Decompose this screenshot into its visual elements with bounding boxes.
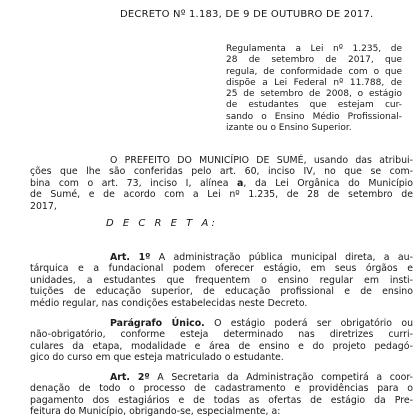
sole-paragraph xyxy=(30,318,413,364)
article-first-line xyxy=(30,372,413,383)
summary-line: sando o Ensino Médio Profissional- xyxy=(226,111,402,122)
article-2 xyxy=(30,372,413,418)
summary-line: de estudantes que estejam cur- xyxy=(226,100,402,111)
paragraph-line: O estágio poderá ser obrigatório ou xyxy=(214,318,414,329)
article-line: unidades, a estudantes que frequentem o ensino regular em insti- xyxy=(30,274,413,286)
paragraph-line: não-obrigatório, conforme esteja determinado nas diretrizes curri- xyxy=(30,329,413,341)
article-label: Art. 2º xyxy=(110,372,150,383)
preamble-line: 2017, xyxy=(30,200,57,212)
summary-line: regula, de conformidade com o que xyxy=(226,66,402,77)
preamble-line: O PREFEITO DO MUNICÍPIO DE SUMÉ, usando das atribui- xyxy=(110,155,413,166)
article-line: médio regular, nas condições estabelecidas neste Decreto. xyxy=(30,297,308,309)
decree-summary xyxy=(226,44,402,134)
article-line: pagamento dos estagiários e de todas as ofertas de estágio da Pre- xyxy=(30,394,413,406)
article-line: A administração pública municipal direta, a au- xyxy=(158,252,413,263)
preamble xyxy=(30,155,413,212)
paragraph-line: gico do curso em que esteja matriculado o estudante. xyxy=(30,352,284,364)
article-line: denação de todo o processo de cadastramento e providências para o xyxy=(30,383,413,395)
article-line: feitura do Município, obrigando-se, especialmente, a: xyxy=(30,406,281,418)
article-line: A Secretaria da Administração competirá a coor- xyxy=(157,372,414,383)
summary-line: dispõe a Lei Federal nº 11.788, de xyxy=(226,77,402,88)
decree-title: DECRETO Nº 1.183, DE 9 DE OUTUBRO DE 2017. xyxy=(120,9,374,20)
preamble-line: bina com o art. 73, inciso I, alínea a, da Lei Orgânica do Município xyxy=(30,177,414,189)
preamble-line: ções que lhe são conferidas pelo art. 60, inciso IV, no que se com- xyxy=(30,166,413,178)
article-line: tuições de educação superior, de educação profissional e de ensino xyxy=(30,286,413,298)
paragraph-label: Parágrafo Único. xyxy=(110,318,205,329)
paragraph-line: culares da etapa, modalidade e área de ensino e do projeto pedagó- xyxy=(30,340,413,352)
paragraph-first-line xyxy=(30,318,413,329)
summary-line: 25 de setembro de 2008, o estágio xyxy=(226,89,402,100)
article-label: Art. 1º xyxy=(110,252,151,263)
decreta-heading: D E C R E T A: xyxy=(106,218,218,229)
article-1 xyxy=(30,252,413,309)
summary-line: Regulamenta a Lei nº 1.235, de xyxy=(226,44,402,54)
summary-line: izante ou o Ensino Superior. xyxy=(226,123,352,134)
summary-line: 28 de setembro de 2017, que xyxy=(226,55,402,66)
article-line: tárquica e a fundacional podem oferecer estágio, em seus órgãos e xyxy=(30,263,413,275)
preamble-line: de Sumé, e de acordo com a Lei nº 1.235, de 28 de setembro de xyxy=(30,189,413,201)
article-first-line xyxy=(30,252,413,263)
